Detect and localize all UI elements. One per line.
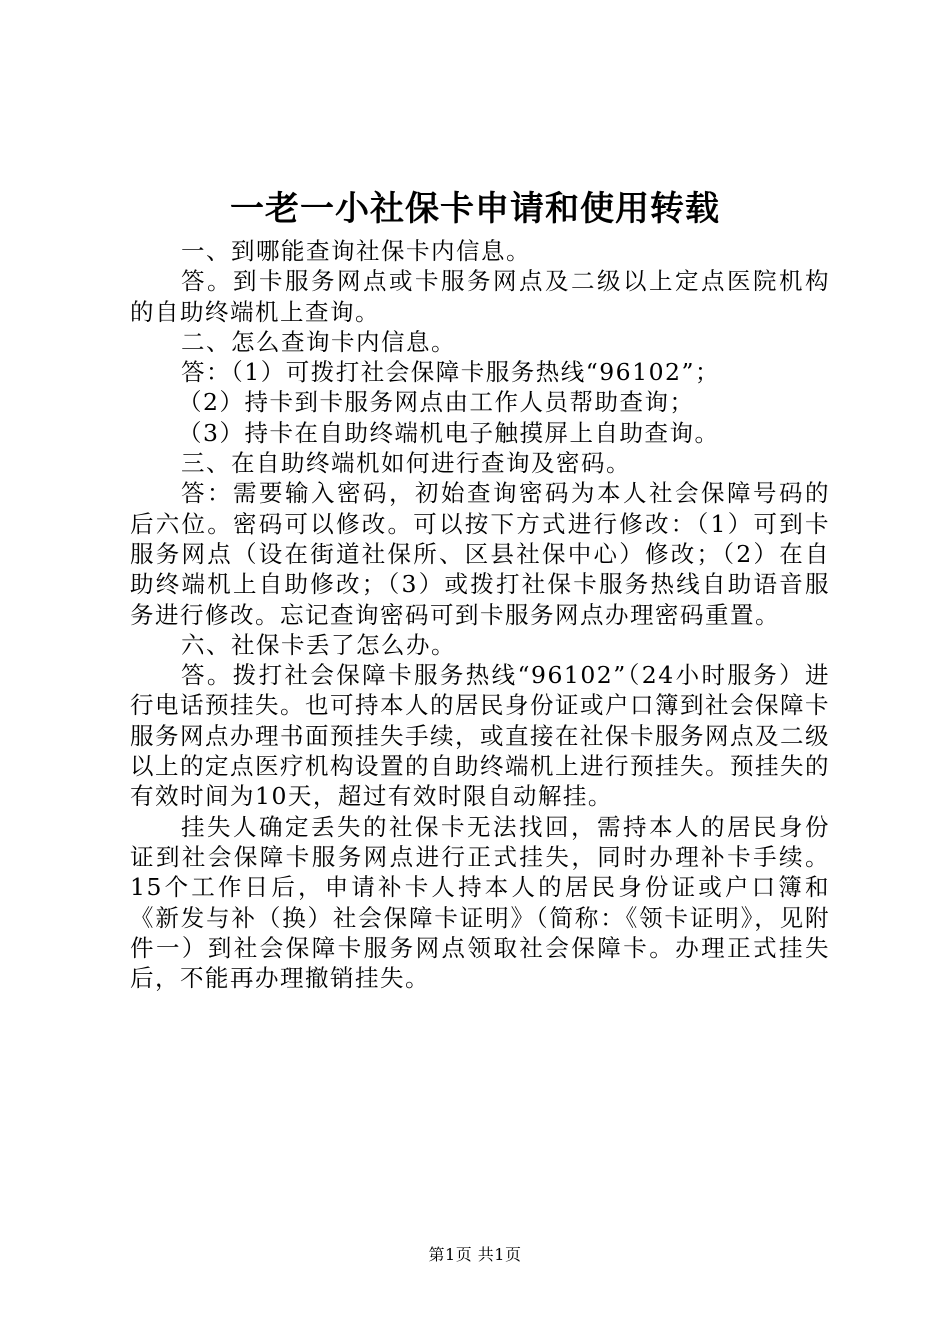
question-6: 六、社保卡丢了怎么办。 [181,630,456,659]
page-footer: 第1页 共1页 [428,1245,522,1264]
answer-2-item-2: （2）持卡到卡服务网点由工作人员帮助查询； [178,388,695,417]
answer-6: 答。拨打社会保障卡服务热线“96102”（24小时服务）进行电话预挂失。也可持本人的居民身份证或户口簿到社会保障卡服务网点办理书面预挂失手续，或直接在社保卡服务网点及二级以上的定点医疗机构设置的自助终端机上进行预挂失。预挂失的有效时间为10天，超过有效时限自动解挂。 [130,661,830,811]
answer-1: 答。到卡服务网点或卡服务网点及二级以上定点医院机构的自助终端机上查询。 [130,267,830,326]
document-body [130,236,830,993]
answer-2-item-3: （3）持卡在自助终端机电子触摸屏上自助查询。 [178,418,720,447]
question-3: 三、在自助终端机如何进行查询及密码。 [181,449,631,478]
answer-3: 答：需要输入密码，初始查询密码为本人社会保障号码的后六位。密码可以修改。可以按下方式进行修改：（1）可到卡服务网点（设在街道社保所、区县社保中心）修改；（2）在自助终端机上自助修改；（3）或拨打社保卡服务热线自助语音服务进行修改。忘记查询密码可到卡服务网点办理密码重置。 [130,479,830,629]
question-2: 二、怎么查询卡内信息。 [181,327,456,356]
document-title: 一老一小社保卡申请和使用转载 [230,189,720,229]
answer-2-item-1: 答：（1）可拨打社会保障卡服务热线“96102”； [181,358,720,387]
question-1: 一、到哪能查询社保卡内信息。 [181,237,531,265]
paragraph-formal-loss-report: 挂失人确定丢失的社保卡无法找回，需持本人的居民身份证到社会保障卡服务网点进行正式挂失，同时办理补卡手续。15个工作日后，申请补卡人持本人的居民身份证或户口簿和《新发与补（换）社会保障卡证明》（简称：《领卡证明》，见附件一）到社会保障卡服务网点领取社会保障卡。办理正式挂失后，不能再办理撤销挂失。 [130,812,830,993]
